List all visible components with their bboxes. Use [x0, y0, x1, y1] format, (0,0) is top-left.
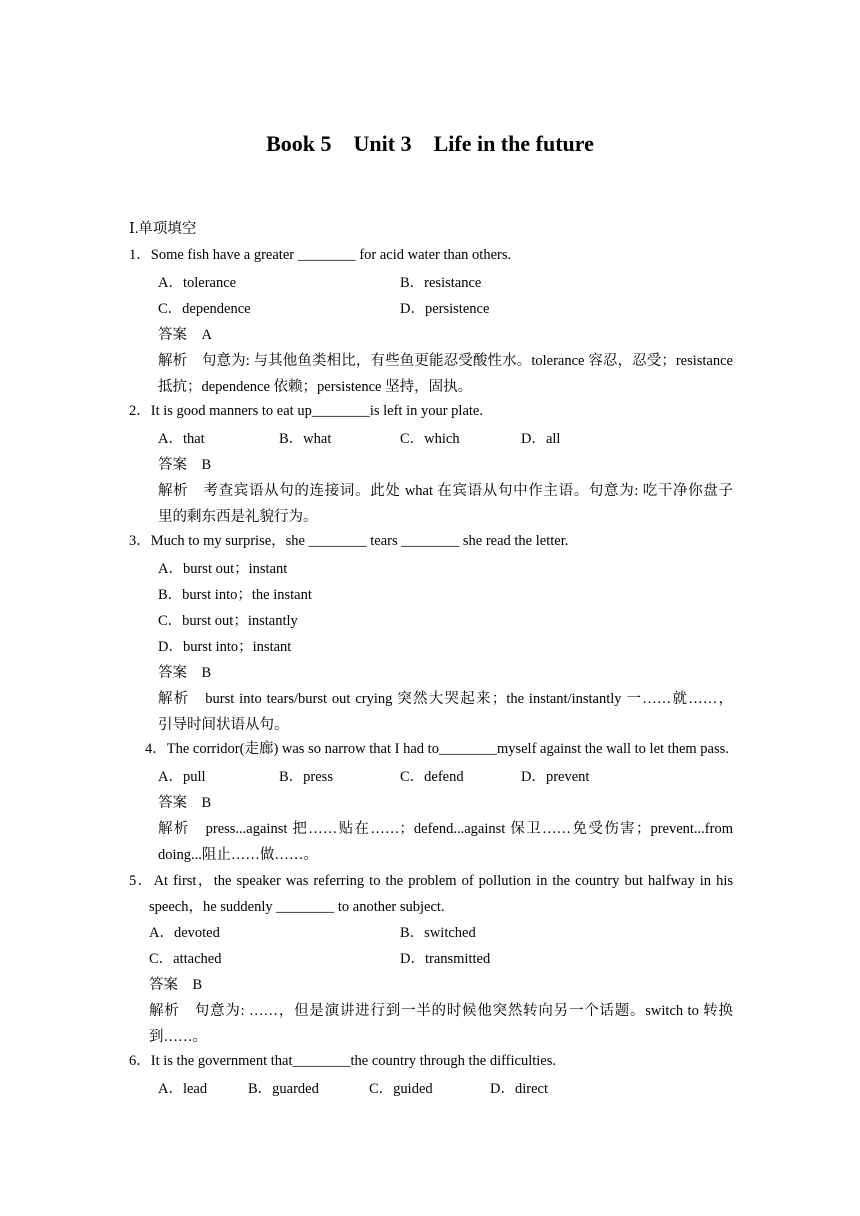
question-1-option-b: B．resistance [400, 275, 482, 291]
question-6-option-b: B．guarded [248, 1081, 319, 1097]
question-4-analysis-line-2: doing...阻止……做……。 [158, 847, 318, 863]
question-4-option-d: D．prevent [521, 769, 590, 785]
question-2-stem: 2．It is good manners to eat up________is left in your plate. [129, 403, 483, 419]
question-3-option-a: A．burst out；instant [158, 561, 288, 577]
question-3-option-c: C．burst out；instantly [158, 613, 298, 629]
question-1-analysis-line-1: 解析 句意为: 与其他鱼类相比，有些鱼更能忍受酸性水。tolerance 容忍，忍受；resistance [158, 353, 733, 369]
question-6-stem: 6．It is the government that________the country through the difficulties. [129, 1053, 556, 1069]
question-3-stem: 3．Much to my surprise，she ________ tears ________ she read the letter. [129, 533, 569, 549]
question-6-option-d: D．direct [490, 1081, 548, 1097]
question-3-answer: 答案 B [158, 665, 212, 681]
question-2-option-b: B．what [279, 431, 332, 447]
question-2-option-a: A．that [158, 431, 205, 447]
question-3-analysis-line-2: 引导时间状语从句。 [158, 717, 289, 733]
question-5-option-a: A．devoted [149, 925, 220, 941]
question-3-analysis-line-1: 解析 burst into tears/burst out crying 突然大哭起来；the instant/instantly 一……就……， [158, 691, 733, 707]
question-5-option-b: B．switched [400, 925, 476, 941]
question-4-answer: 答案 B [158, 795, 212, 811]
question-5-stem-line-1: 5．At first，the speaker was referring to the problem of pollution in the country but halfway in his [129, 873, 733, 889]
question-1-answer: 答案 A [158, 327, 212, 343]
question-4-stem: 4．The corridor(走廊) was so narrow that I had to________myself against the wall to let them pass. [145, 741, 729, 757]
question-6-option-a: A．lead [158, 1081, 208, 1097]
question-4-option-a: A．pull [158, 769, 206, 785]
question-5-stem-line-2: speech，he suddenly ________ to another subject. [149, 899, 445, 915]
question-1-option-c: C．dependence [158, 301, 251, 317]
question-3-option-b: B．burst into；the instant [158, 587, 312, 603]
question-1-option-a: A．tolerance [158, 275, 237, 291]
question-4-option-c: C．defend [400, 769, 464, 785]
question-2-option-d: D．all [521, 431, 561, 447]
question-6-option-c: C．guided [369, 1081, 433, 1097]
question-3-option-d: D．burst into；instant [158, 639, 292, 655]
question-5-option-c: C．attached [149, 951, 222, 967]
question-2-analysis-line-1: 解析 考查宾语从句的连接词。此处 what 在宾语从句中作主语。句意为: 吃干净你盘子 [158, 483, 733, 499]
question-1-stem: 1．Some fish have a greater ________ for acid water than others. [129, 247, 512, 263]
question-5-analysis-line-1: 解析 句意为: ……，但是演讲进行到一半的时候他突然转向另一个话题。switch to 转换 [149, 1003, 733, 1019]
question-5-answer: 答案 B [149, 977, 203, 993]
document-title: Book 5 Unit 3 Life in the future [266, 131, 594, 156]
question-1-analysis-line-2: 抵抗；dependence 依赖；persistence 坚持，固执。 [158, 379, 473, 395]
question-2-option-c: C．which [400, 431, 460, 447]
question-2-analysis-line-2: 里的剩东西是礼貌行为。 [158, 509, 318, 525]
question-5-option-d: D．transmitted [400, 951, 491, 967]
question-4-analysis-line-1: 解析 press...against 把……贴在……；defend...against 保卫……免受伤害；prevent...from [158, 821, 733, 837]
question-1-option-d: D．persistence [400, 301, 490, 317]
question-5-analysis-line-2: 到……。 [149, 1029, 207, 1045]
question-4-option-b: B．press [279, 769, 333, 785]
question-2-answer: 答案 B [158, 457, 212, 473]
section-heading: Ⅰ.单项填空 [129, 221, 197, 237]
